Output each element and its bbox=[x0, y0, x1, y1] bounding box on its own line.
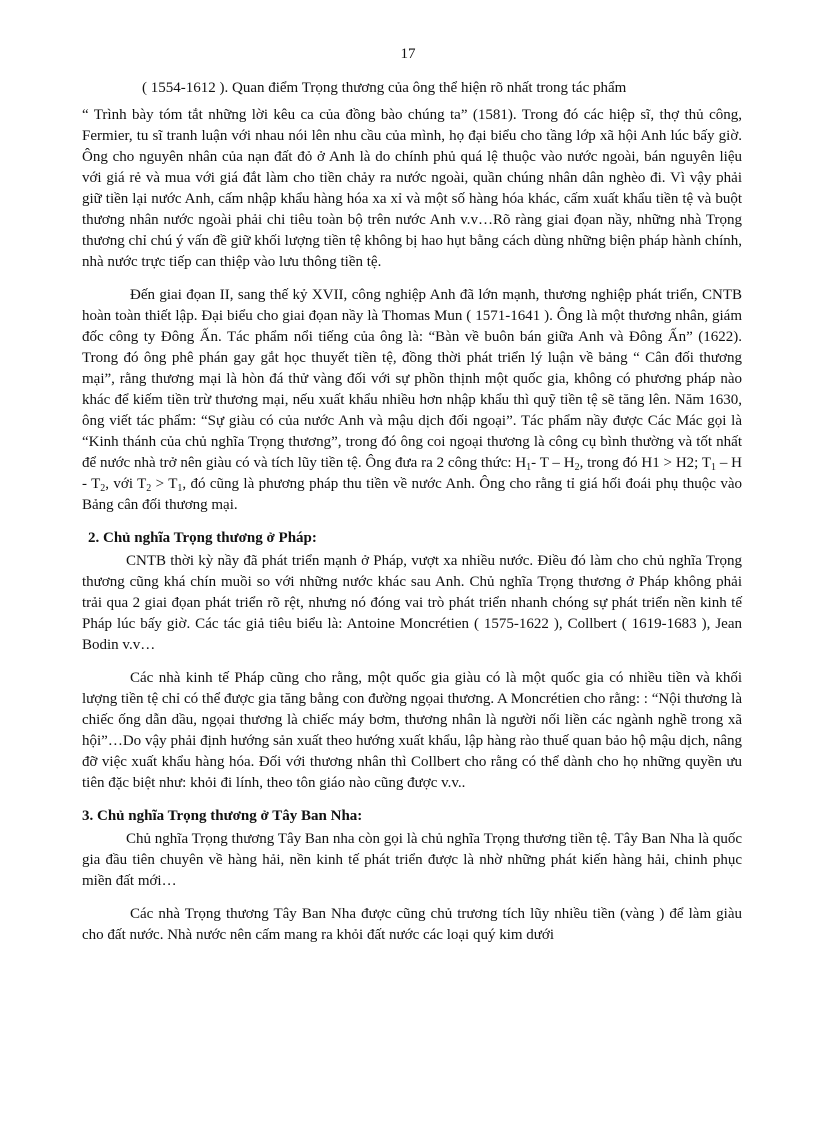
paragraph-france-intro: CNTB thời kỳ nầy đã phát triển mạnh ở Pháp, vượt xa nhiều nước. Điều đó làm cho chủ nghĩa Trọng thương cũng khá chín muồi so với những nước khác sau Anh. Chủ nghĩa Trọng thương ở Pháp không phải trải qua 2 giai đọan phát triển rõ rệt, nhưng nó đóng vai trò phát triển nhanh chóng sự phát triển nền kinh tế Pháp lúc bấy giờ. Các tác giả tiêu biểu là: Antoine Moncrétien ( 1575-1622 ), Collbert ( 1619-1683 ), Jean Bodin v.v… bbox=[82, 553, 742, 653]
section-heading-spain: 3. Chủ nghĩa Trọng thương ở Tây Ban Nha: bbox=[82, 808, 363, 824]
paragraph-spain-intro: Chủ nghĩa Trọng thương Tây Ban nha còn gọi là chủ nghĩa Trọng thương tiền tệ. Tây Ban Nha là quốc gia đầu tiên chuyên về hàng hải, nền kinh tế phát triển được là nhờ những phát kiến hàng hải, chinh phục miền đất mới… bbox=[82, 831, 742, 889]
paragraph-stage-two bbox=[82, 285, 742, 516]
paragraph-continuation-line: ( 1554-1612 ). Quan điểm Trọng thương của ông thể hiện rõ nhất trong tác phẩm bbox=[142, 80, 627, 96]
paragraph-france-economists: Các nhà kinh tế Pháp cũng cho rằng, một quốc gia giàu có là một quốc gia có nhiều tiền và khối lượng tiền tệ chỉ có thể được gia tăng bằng con đường ngọai thương. A Moncrétien cho rằng: : “Nội thương là chiếc ống dẫn dầu, ngọai thương là chiếc máy bơm, thương nhân là người nối liền các ngành nghề trong xã hội”…Do vậy phải định hướng sản xuất theo hướng xuất khẩu, lập hàng rào thuế quan bảo hộ mậu dịch, nâng đỡ việc xuất khẩu hàng hóa. Đối với thương nhân thì Collbert cho rằng có thể dành cho họ những quyền ưu tiên đặc biệt như: khỏi đi lính, theo tôn giáo nào cũng được v.v.. bbox=[82, 670, 742, 791]
paragraph-stage-two-text: Đến giai đọan II, sang thế kỷ XVII, công nghiệp Anh đã lớn mạnh, thương nghiệp phát triển, CNTB hoàn toàn thiết lập. Đại biểu cho giai đọan nầy là Thomas Mun ( 1571-1641 ). Ông là một thương nhân, giám đốc công ty Đông Ấn. Tác phẩm nổi tiếng của ông là: “Bàn về buôn bán giữa Anh và Đông Ấn” (1622). Trong đó ông phê phán gay gắt học thuyết tiền tệ, đồng thời phát triển lý luận về bảng “ Cân đối thương mại”, rằng thương mại là hòn đá thử vàng đối với sự phồn thịnh một quốc gia, không có phương pháp nào khác để kiếm tiền trừ thương mại, nếu xuất khẩu nhiều hơn nhập khẩu thì quỹ tiền tệ sẽ tăng lên. Năm 1630, ông viết tác phẩm: “Sự giàu có của nước Anh và mậu dịch đối ngoại”. Tác phẩm nầy được Các Mác gọi là “Kinh thánh của chủ nghĩa Trọng thương”, trong đó ông coi ngoại thương là công cụ bình thường và tốt nhất để nước nhà trở nên giàu có và tích lũy tiền tệ. bbox=[82, 287, 742, 471]
formula-sentence: Ông đưa ra 2 công thức: $H_1-$ T – $H_2$, trong đó H1 > H2; $T_1$ – H - $T_2$, với $T_2 > T_1$, đó cũng là phương pháp thu tiền về nước Anh. Ông cho rằng tỉ giá hối đoái phụ thuộc vào Bảng cân đối thương mại. bbox=[82, 455, 742, 513]
document-body bbox=[82, 78, 742, 946]
paragraph-continuation: “ Trình bày tóm tắt những lời kêu ca của đồng bào chúng ta” (1581). Trong đó các hiệp sĩ, thợ thủ công, Fermier, tu sĩ tranh luận với nhau nói lên nhu cầu của mình, họ đại biểu cho tầng lớp xã hội Anh lúc bấy giờ. Ông cho nguyên nhân của nạn đất đỏ ở Anh là do chính phủ quá lệ thuộc vào nước ngoài, bán nguyên liệu với giá rẻ và mua với giá đắt làm cho tiền chảy ra nước ngoài, quần chúng nhân dân nghèo đi. Vì vậy phải giữ tiền lại nước Anh, cấm nhập khẩu hàng hóa xa xỉ và một số hàng hóa khác, cấm xuất khẩu tiền tệ và buột thương nhân nước ngoài phải chi tiêu toàn bộ trên nước Anh v.v…Rõ ràng giai đọan nầy, những nhà Trọng thương chỉ chú ý vấn đề giữ khối lượng tiền tệ không bị hao hụt bằng cách dùng những biện pháp hành chính, nhà nước trực tiếp can thiệp vào lưu thông tiền tệ. bbox=[82, 107, 742, 270]
section-heading-france: 2. Chủ nghĩa Trọng thương ở Pháp: bbox=[88, 530, 317, 546]
page-number: 17 bbox=[400, 46, 416, 62]
paragraph-spain-policy: Các nhà Trọng thương Tây Ban Nha được cũng chủ trương tích lũy nhiều tiền (vàng ) để làm giàu cho đất nước. Nhà nước nên cấm mang ra khỏi đất nước các loại quý kim dưới bbox=[82, 906, 742, 943]
